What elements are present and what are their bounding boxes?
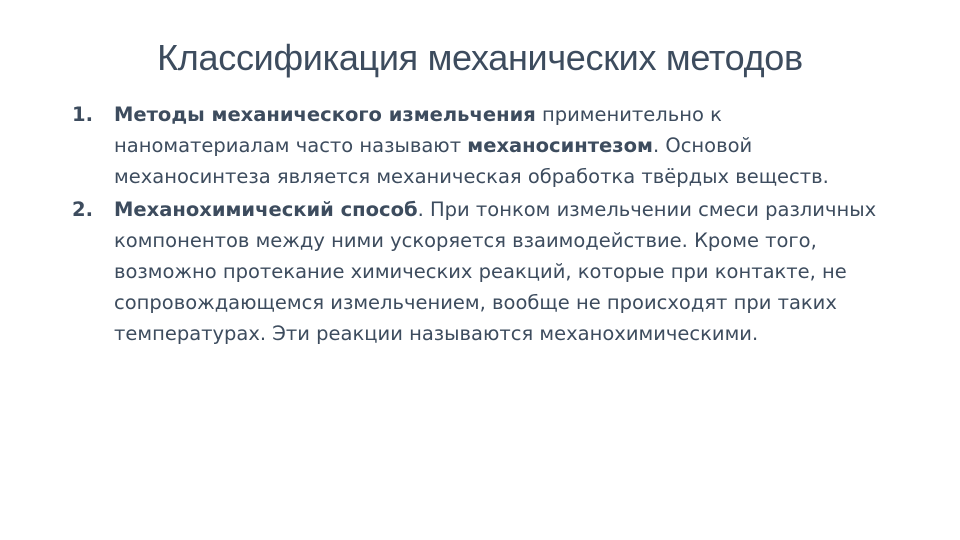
term-mechanochemical-method: Механохимический способ [114,198,418,221]
term-mechanical-grinding: Методы механического измельчения [114,103,536,126]
item-text: . Основой механосинтеза является механическая обработка твёрдых веществ. [114,134,829,188]
item-text: . При тонком измельчении смеси различных компонентов между ними ускоряется взаимодействие. Кроме того, возможно протекание химических реакций, которые при контакте, не сопровождающемся измельчением, вообще не происходят при таких температурах. Эти реакции называются механохимическими. [114,198,877,345]
term-mechanosynthesis: механосинтезом [467,134,653,157]
list-item-number: 2. [72,198,93,221]
list-item-number: 1. [72,103,93,126]
slide-title: Классификация механических методов [157,37,803,78]
list-item-2 [72,194,902,349]
list-item-1 [72,99,902,192]
item-text: применительно к наноматериалам часто называют [114,103,722,157]
numbered-list [72,99,902,351]
